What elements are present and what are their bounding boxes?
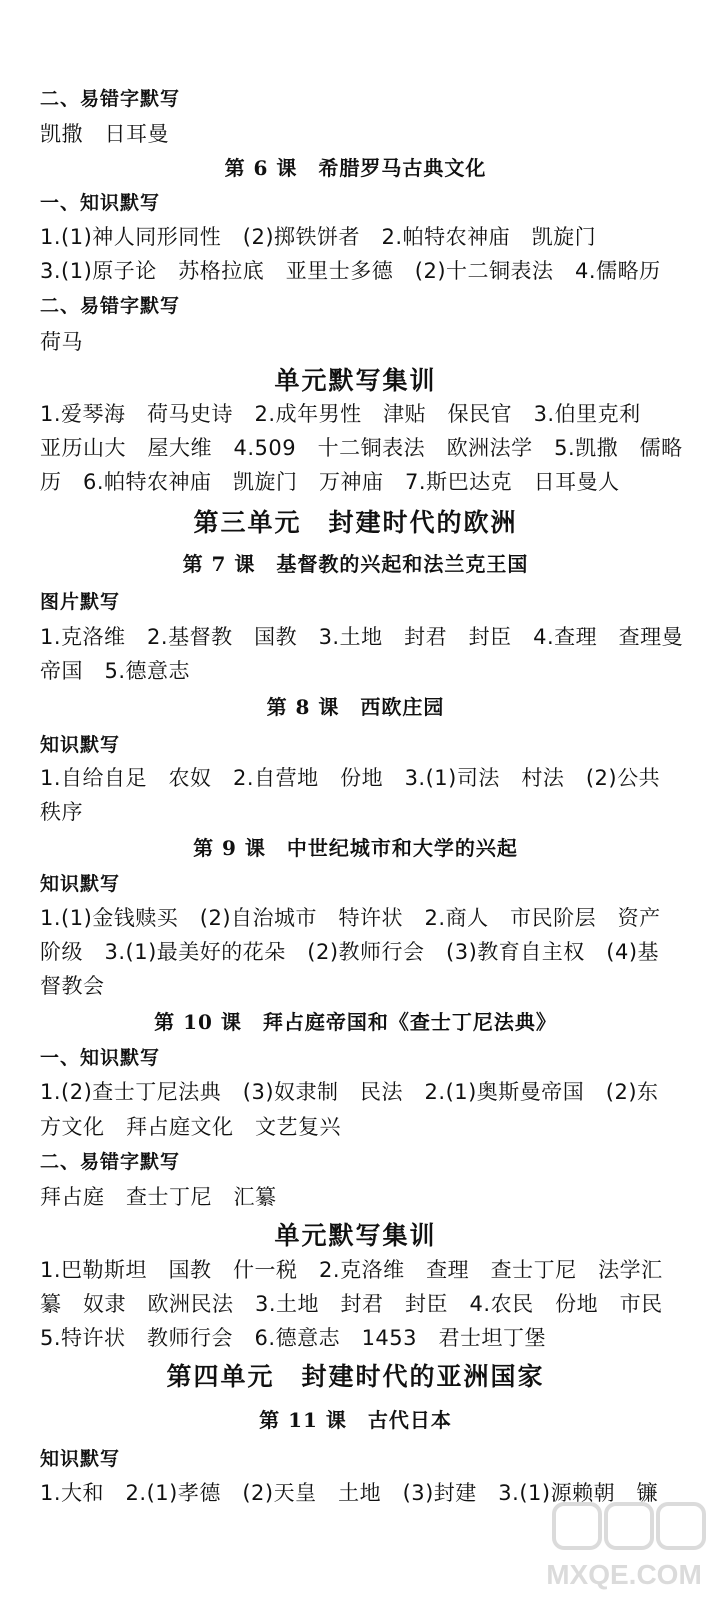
answer-line: 拜占庭 查士丁尼 汇纂 <box>40 1185 277 1209</box>
answer-line: 1.自给自足 农奴 2.自营地 份地 3.(1)司法 村法 (2)公共 <box>40 766 661 790</box>
answer-line: 1.(1)金钱赎买 (2)自治城市 特许状 2.商人 市民阶层 资产 <box>40 906 661 930</box>
section-heading: 图片默写 <box>40 591 121 613</box>
watermark-icon <box>540 1500 710 1595</box>
section-heading: 二、易错字默写 <box>40 1151 181 1173</box>
unit-title: 第三单元 封建时代的欧洲 <box>193 508 518 537</box>
lesson-title: 第 7 课 基督教的兴起和法兰克王国 <box>182 552 529 576</box>
answer-line: 帝国 5.德意志 <box>40 659 191 683</box>
section-heading: 知识默写 <box>40 1448 121 1470</box>
answer-line: 方文化 拜占庭文化 文艺复兴 <box>40 1115 341 1139</box>
section-heading: 一、知识默写 <box>40 192 161 214</box>
section-heading: 知识默写 <box>40 873 121 895</box>
answer-line: 督教会 <box>40 974 105 998</box>
answer-line: 纂 奴隶 欧洲民法 3.土地 封君 封臣 4.农民 份地 市民 <box>40 1292 663 1316</box>
lesson-title: 第 6 课 希腊罗马古典文化 <box>224 156 487 180</box>
lesson-title: 第 8 课 西欧庄园 <box>266 695 445 719</box>
answer-line: 1.爱琴海 荷马史诗 2.成年男性 津贴 保民官 3.伯里克利 <box>40 402 641 426</box>
lesson-title: 第 11 课 古代日本 <box>259 1408 452 1432</box>
section-heading: 二、易错字默写 <box>40 88 181 110</box>
section-heading: 二、易错字默写 <box>40 295 181 317</box>
section-heading: 知识默写 <box>40 734 121 756</box>
lesson-title: 第 10 课 拜占庭帝国和《查士丁尼法典》 <box>154 1010 557 1034</box>
watermark-logo <box>540 1500 710 1595</box>
section-heading: 一、知识默写 <box>40 1047 161 1069</box>
answer-line: 1.巴勒斯坦 国教 什一税 2.克洛维 查理 查士丁尼 法学汇 <box>40 1258 663 1282</box>
watermark-text: MXQE.COM <box>546 1559 702 1590</box>
answer-line: 1.(1)神人同形同性 (2)掷铁饼者 2.帕特农神庙 凯旋门 <box>40 225 597 249</box>
unit-title: 单元默写集训 <box>274 1221 437 1250</box>
answer-line: 1.大和 2.(1)孝德 (2)天皇 土地 (3)封建 3.(1)源赖朝 镰 <box>40 1481 659 1505</box>
answer-line: 荷马 <box>40 330 83 354</box>
answer-line: 1.克洛维 2.基督教 国教 3.土地 封君 封臣 4.查理 查理曼 <box>40 625 684 649</box>
lesson-title: 第 9 课 中世纪城市和大学的兴起 <box>193 836 518 860</box>
answer-line: 5.特许状 教师行会 6.德意志 1453 君士坦丁堡 <box>40 1326 547 1350</box>
answer-line: 凯撒 日耳曼 <box>40 122 169 146</box>
answer-line: 阶级 3.(1)最美好的花朵 (2)教师行会 (3)教育自主权 (4)基 <box>40 940 660 964</box>
answer-line: 历 6.帕特农神庙 凯旋门 万神庙 7.斯巴达克 日耳曼人 <box>40 470 620 494</box>
unit-title: 第四单元 封建时代的亚洲国家 <box>166 1362 545 1391</box>
answer-line: 1.(2)查士丁尼法典 (3)奴隶制 民法 2.(1)奥斯曼帝国 (2)东 <box>40 1080 659 1104</box>
answer-line: 3.(1)原子论 苏格拉底 亚里士多德 (2)十二铜表法 4.儒略历 <box>40 259 661 283</box>
answer-line: 亚历山大 屋大维 4.509 十二铜表法 欧洲法学 5.凯撒 儒略 <box>40 436 683 460</box>
answer-line: 秩序 <box>40 800 83 824</box>
unit-title: 单元默写集训 <box>274 366 437 395</box>
